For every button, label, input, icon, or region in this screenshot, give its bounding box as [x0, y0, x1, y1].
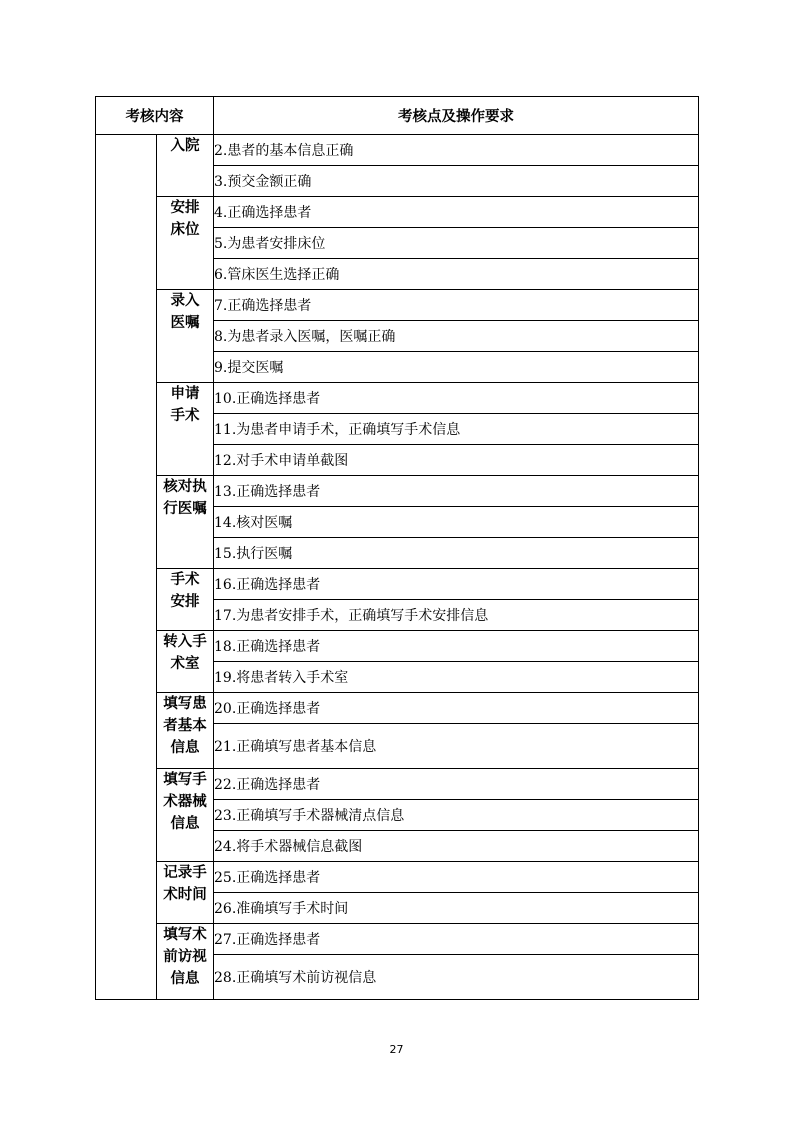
requirement-item: 20.正确选择患者 [214, 693, 699, 724]
category-label: 申请 手术 [157, 383, 214, 476]
requirement-item: 13.正确选择患者 [214, 476, 699, 507]
category-label: 填写术 前访视 信息 [157, 924, 214, 1000]
requirement-item: 6.管床医生选择正确 [214, 259, 699, 290]
table-row [96, 769, 699, 800]
category-label: 填写患 者基本 信息 [157, 693, 214, 769]
category-label: 安排 床位 [157, 197, 214, 290]
category-label: 转入手 术室 [157, 631, 214, 693]
requirement-item: 15.执行医嘱 [214, 538, 699, 569]
requirement-item: 3.预交金额正确 [214, 166, 699, 197]
requirement-item: 14.核对医嘱 [214, 507, 699, 538]
requirement-item: 17.为患者安排手术，正确填写手术安排信息 [214, 600, 699, 631]
requirement-item: 7.正确选择患者 [214, 290, 699, 321]
page-number: 27 [389, 1043, 404, 1056]
requirement-item: 4.正确选择患者 [214, 197, 699, 228]
requirement-item: 23.正确填写手术器械清点信息 [214, 800, 699, 831]
requirement-item: 28.正确填写术前访视信息 [214, 955, 699, 1000]
requirement-item: 10.正确选择患者 [214, 383, 699, 414]
requirement-item: 25.正确选择患者 [214, 862, 699, 893]
requirement-item: 9.提交医嘱 [214, 352, 699, 383]
requirement-item: 18.正确选择患者 [214, 631, 699, 662]
assessment-table [95, 96, 699, 1000]
requirement-item: 12.对手术申请单截图 [214, 445, 699, 476]
table-row [96, 135, 699, 166]
category-label: 核对执 行医嘱 [157, 476, 214, 569]
table-row [96, 197, 699, 228]
requirement-item: 27.正确选择患者 [214, 924, 699, 955]
table-row [96, 290, 699, 321]
table-row [96, 569, 699, 600]
requirement-item: 2.患者的基本信息正确 [214, 135, 699, 166]
table-row [96, 476, 699, 507]
requirement-item: 11.为患者申请手术，正确填写手术信息 [214, 414, 699, 445]
requirement-item: 22.正确选择患者 [214, 769, 699, 800]
table-row [96, 383, 699, 414]
requirement-item: 26.准确填写手术时间 [214, 893, 699, 924]
header-content: 考核内容 [96, 97, 214, 135]
requirement-item: 24.将手术器械信息截图 [214, 831, 699, 862]
requirement-item: 8.为患者录入医嘱，医嘱正确 [214, 321, 699, 352]
category-label: 填写手 术器械 信息 [157, 769, 214, 862]
requirement-item: 16.正确选择患者 [214, 569, 699, 600]
category-label: 录入 医嘱 [157, 290, 214, 383]
table-row [96, 924, 699, 955]
table-row [96, 631, 699, 662]
header-requirements: 考核点及操作要求 [214, 97, 699, 135]
blank-column [96, 135, 157, 1000]
requirement-item: 19.将患者转入手术室 [214, 662, 699, 693]
category-label: 手术 安排 [157, 569, 214, 631]
header-row [96, 97, 699, 135]
requirement-item: 21.正确填写患者基本信息 [214, 724, 699, 769]
table-row [96, 862, 699, 893]
category-label: 记录手 术时间 [157, 862, 214, 924]
category-label: 入院 [157, 135, 214, 197]
table-row [96, 693, 699, 724]
requirement-item: 5.为患者安排床位 [214, 228, 699, 259]
